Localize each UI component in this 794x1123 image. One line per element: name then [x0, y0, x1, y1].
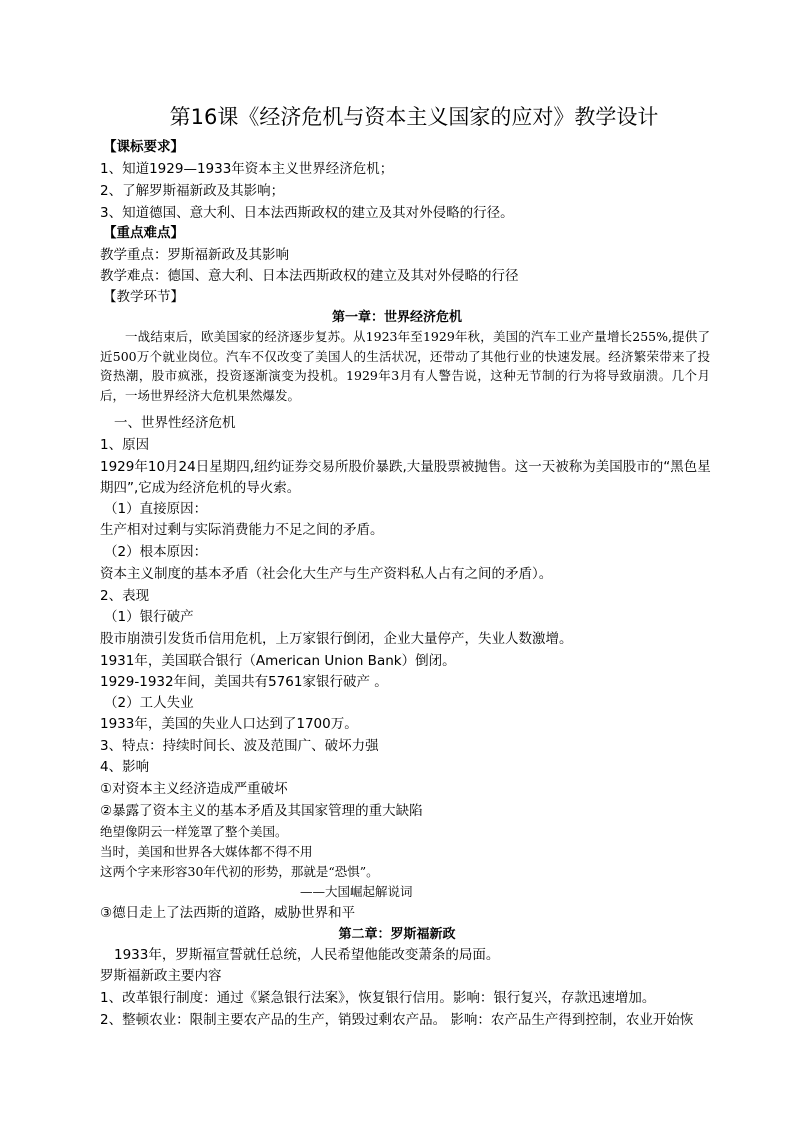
- impact-heading: 4、影响: [100, 759, 150, 775]
- quote-source: ——大国崛起解说词: [300, 884, 413, 899]
- intro-paragraph: 一战结束后，欧美国家的经济逐步复苏。从1923年至1929年秋，美国的汽车工业产量增长255%,提供了近500万个就业岗位。汽车不仅改变了美国人的生活状况，还带动了其他行业的快速发展。经济繁荣带来了投资热潮，股市疯涨，投资逐渐演变为投机。1929年3月有人警告说，这种无节制的行为将导致崩溃。几个月后，一场世界经济大危机果然爆发。: [100, 329, 710, 403]
- bank-failure-heading: （1）银行破产: [104, 609, 194, 625]
- requirement-item-1: 1、知道1929—1933年资本主义世界经济危机；: [100, 161, 394, 177]
- unemployment-text: 1933年，美国的失业人口达到了1700万。: [100, 716, 358, 732]
- root-cause-text: 资本主义制度的基本矛盾（社会化大生产与生产资料私人占有之间的矛盾）。: [100, 566, 553, 582]
- key-points-heading: 【重点难点】: [103, 225, 184, 241]
- direct-cause-text: 生产相对过剩与实际消费能力不足之间的矛盾。: [100, 522, 384, 538]
- unemployment-heading: （2）工人失业: [104, 695, 194, 711]
- chapter-1-heading: 第一章：世界经济危机: [331, 310, 462, 325]
- direct-cause-heading: （1）直接原因：: [104, 501, 208, 517]
- quote-line-2: 当时，美国和世界各大媒体都不得不用: [100, 844, 313, 859]
- features-line: 3、特点：持续时间长、波及范围广、破坏力强: [100, 738, 379, 754]
- requirement-item-3: 3、知道德国、意大利、日本法西斯政权的建立及其对外侵略的行径。: [100, 205, 514, 221]
- quote-line-1: 绝望像阴云一样笼罩了整个美国。: [100, 824, 288, 839]
- manifestation-heading: 2、表现: [100, 588, 150, 604]
- bank-failure-text-3: 1929-1932年间，美国共有5761家银行破产 。: [100, 674, 388, 690]
- cause-heading: 1、原因: [100, 437, 150, 453]
- new-deal-item-2: 2、整顿农业：限制主要农产品的生产，销毁过剩农产品。 影响：农产品生产得到控制，农业开始恢: [100, 1012, 694, 1028]
- teaching-hard-point: 教学难点：德国、意大利、日本法西斯政权的建立及其对外侵略的行径: [100, 268, 519, 284]
- impact-item-1: ①对资本主义经济造成严重破坏: [100, 781, 288, 797]
- teaching-key-point: 教学重点：罗斯福新政及其影响: [100, 247, 289, 263]
- section-1-heading: 一、世界性经济危机: [114, 415, 236, 431]
- quote-line-3: 这两个字来形容30年代初的形势，那就是“恐惧”。: [100, 864, 379, 879]
- root-cause-heading: （2）根本原因：: [104, 544, 208, 560]
- cause-paragraph: 1929年10月24日星期四,纽约证券交易所股价暴跌,大量股票被抛售。这一天被称为美国股市的“黑色星期四”,它成为经济危机的导火索。: [100, 459, 711, 496]
- impact-item-3: ③德日走上了法西斯的道路，威胁世界和平: [100, 905, 356, 921]
- new-deal-item-1: 1、改革银行制度：通过《紧急银行法案》，恢复银行信用。影响：银行复兴，存款迅速增加。: [100, 990, 656, 1006]
- document-title: 第16课《经济危机与资本主义国家的应对》教学设计: [169, 105, 659, 129]
- new-deal-content-heading: 罗斯福新政主要内容: [100, 968, 222, 984]
- bank-failure-text-1: 股市崩溃引发货币信用危机，上万家银行倒闭，企业大量停产，失业人数激增。: [100, 631, 573, 647]
- impact-item-2: ②暴露了资本主义的基本矛盾及其国家管理的重大缺陷: [100, 803, 423, 819]
- teaching-steps-heading: 【教学环节】: [103, 289, 184, 305]
- bank-failure-text-2: 1931年，美国联合银行（American Union Bank）倒闭。: [100, 653, 456, 669]
- course-requirements-heading: 【课标要求】: [103, 139, 184, 155]
- requirement-item-2: 2、了解罗斯福新政及其影响；: [100, 183, 285, 199]
- chapter-2-heading: 第二章：罗斯福新政: [338, 927, 456, 942]
- new-deal-intro: 1933年，罗斯福宣誓就任总统，人民希望他能改变萧条的局面。: [114, 947, 500, 963]
